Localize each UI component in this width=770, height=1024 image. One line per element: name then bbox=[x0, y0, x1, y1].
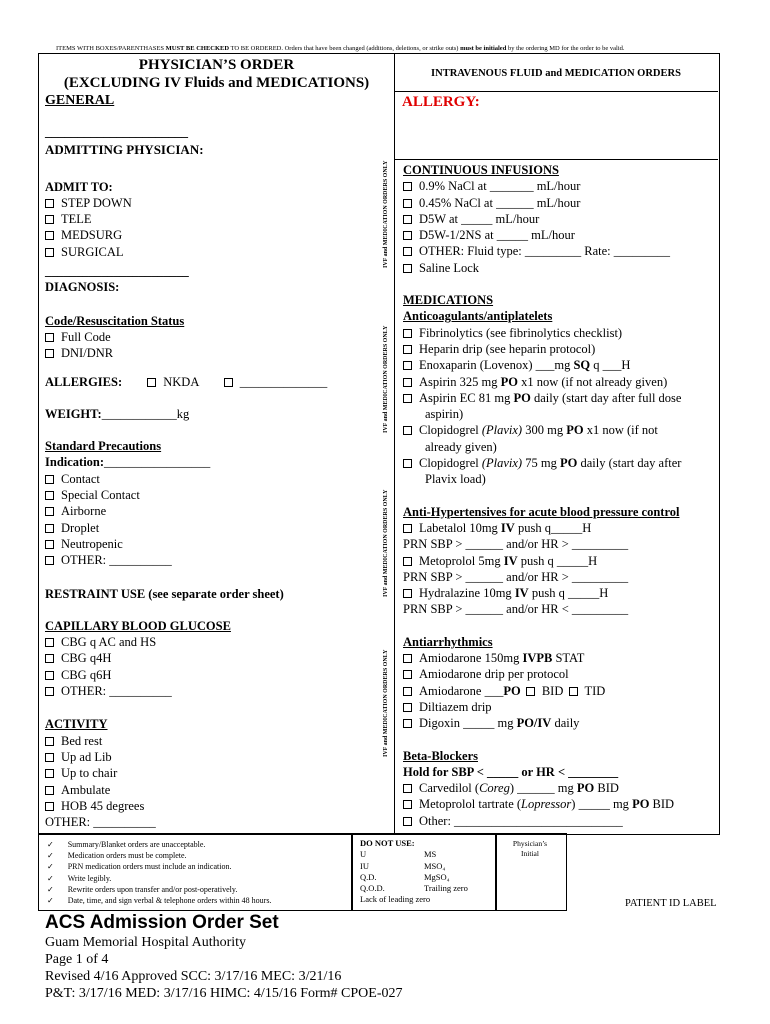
left-header bbox=[40, 56, 393, 92]
checkbox[interactable] bbox=[45, 349, 54, 358]
iv-header: INTRAVENOUS FLUID and MEDICATION ORDERS bbox=[431, 68, 681, 79]
anticoagulants-heading: Anticoagulants/antiplatelets bbox=[403, 309, 553, 324]
weight-row: WEIGHT:____________kg bbox=[45, 406, 190, 421]
checkbox[interactable] bbox=[45, 248, 54, 257]
diagnosis-blank[interactable]: _______________________ bbox=[45, 264, 189, 279]
allergy-blank[interactable]: ______________ bbox=[239, 374, 328, 389]
precaution-option[interactable]: Special Contact bbox=[45, 487, 327, 503]
checkbox[interactable] bbox=[45, 215, 54, 224]
checkbox[interactable] bbox=[45, 654, 54, 663]
right-column: CONTINUOUS INFUSIONS 0.9% NaCl at _______ mL/hour 0.45% NaCl at ______ mL/hour D5W at _____ mL/hour D5W-1/2NS at _____ mL/hour OTHER: Fluid type: _________ Rate: _________ Saline Lock MEDICATIONS Anticoagulants/antiplatelets Fibrinolytics (see fibrinolytics checklist) Heparin drip (see heparin protocol) Enoxaparin (Lovenox) ___mg SQ q ___H Aspirin 325 mg PO x1 now (if not already given) Aspirin EC 81 mg PO daily (start day after full dose aspirin) Clopidogrel (Plavix) 300 mg PO x1 now (if not already given) Clopidogrel (Plavix) 75 mg PO daily (start day after Plavix load) Anti-Hypertensives for acute blood pressure control Labetalol 10mg IV push q_____H PRN SBP > ______ and/or HR > _________ Metoprolol 5mg IV push q _____H PRN SBP > ______ and/or HR > _________ Hydralazine 10mg IV push q _____H PRN SBP > ______ and/or HR < _________ Antiarrhythmics Amiodarone 150mg IVPB STAT Amiodarone drip per protocol Amiodarone ___PO BID TID Diltiazem drip Digoxin _____ mg PO/IV daily Beta-Blockers Hold for SBP < _____ or HR < ________ Carvedilol (Coreg) ______ mg PO BID Metoprolol tartrate (Lopressor) _____ mg PO BID Other: ___________________________ bbox=[403, 163, 682, 828]
bid-checkbox[interactable] bbox=[526, 687, 535, 696]
activity-option[interactable]: Ambulate bbox=[45, 782, 327, 798]
checkbox[interactable] bbox=[403, 800, 412, 809]
physician-initial: Physician’s Initial bbox=[512, 839, 548, 858]
divider-label: IVF and MEDICATION ORDERS ONLY bbox=[383, 489, 389, 597]
do-not-use-row: Q.D. MgSO₄ bbox=[360, 871, 450, 882]
checkbox[interactable] bbox=[45, 753, 54, 762]
other-allergy-checkbox[interactable] bbox=[224, 378, 233, 387]
checkbox[interactable] bbox=[403, 215, 412, 224]
physician-order-subtitle: (EXCLUDING IV Fluids and MEDICATIONS) bbox=[63, 75, 370, 91]
checkbox[interactable] bbox=[45, 556, 54, 565]
infusion-option[interactable]: 0.9% NaCl at _______ mL/hour bbox=[403, 178, 681, 194]
nkda-checkbox[interactable] bbox=[147, 378, 156, 387]
checkbox[interactable] bbox=[403, 231, 412, 240]
weight-label: WEIGHT: bbox=[45, 406, 102, 421]
checkbox[interactable] bbox=[45, 687, 54, 696]
left-column bbox=[45, 124, 327, 830]
checkmark-icon: ✓ bbox=[47, 896, 54, 906]
beta-blockers-heading: Beta-Blockers bbox=[403, 748, 478, 763]
med-option[interactable]: Carvedilol (Coreg) ______ mg PO BID bbox=[403, 780, 681, 796]
code-option[interactable]: Full Code bbox=[45, 329, 327, 345]
restraint-label: RESTRAINT USE (see separate order sheet) bbox=[45, 586, 284, 601]
checkbox[interactable] bbox=[45, 475, 54, 484]
medications-heading: MEDICATIONS bbox=[403, 293, 494, 308]
do-not-use-title: DO NOT USE: bbox=[360, 838, 415, 848]
infusion-option[interactable]: OTHER: Fluid type: _________ Rate: _________ bbox=[403, 243, 681, 259]
physician-order-title: PHYSICIAN’S ORDER bbox=[138, 57, 295, 73]
rule-item: ✓ Date, time, and sign verbal & telephone orders within 48 hours. bbox=[47, 896, 272, 906]
prn-line[interactable]: PRN SBP > ______ and/or HR > _________ bbox=[403, 537, 629, 552]
precaution-option[interactable]: Droplet bbox=[45, 520, 327, 536]
activity-option[interactable]: HOB 45 degrees bbox=[45, 798, 327, 814]
code-status-heading: Code/Resuscitation Status bbox=[45, 313, 185, 328]
allergy-heading: ALLERGY: bbox=[402, 94, 480, 110]
checkbox[interactable] bbox=[403, 378, 412, 387]
checkbox[interactable] bbox=[403, 329, 412, 338]
checkbox[interactable] bbox=[45, 333, 54, 342]
med-option[interactable]: Aspirin EC 81 mg PO daily (start day after full dose bbox=[403, 390, 681, 406]
antiarrhythmics-heading: Antiarrhythmics bbox=[403, 634, 493, 649]
checkbox[interactable] bbox=[45, 802, 54, 811]
med-option[interactable]: Labetalol 10mg IV push q_____H bbox=[403, 520, 681, 536]
divider-label: IVF and MEDICATION ORDERS ONLY bbox=[383, 649, 389, 757]
hospital-name: Guam Memorial Hospital Authority bbox=[45, 935, 247, 950]
checkbox[interactable] bbox=[403, 394, 412, 403]
checkbox[interactable] bbox=[45, 769, 54, 778]
form-title: ACS Admission Order Set bbox=[45, 912, 279, 933]
activity-option[interactable]: Up ad Lib bbox=[45, 749, 327, 765]
admitting-physician-blank[interactable]: ______________________ bbox=[45, 124, 188, 139]
checkbox[interactable] bbox=[403, 703, 412, 712]
cbg-option[interactable]: CBG q6H bbox=[45, 667, 327, 683]
med-option[interactable]: Amiodarone drip per protocol bbox=[403, 666, 681, 682]
med-option[interactable]: Metoprolol tartrate (Lopressor) _____ mg PO BID bbox=[403, 796, 681, 812]
rule-item: ✓ Medication orders must be complete. bbox=[47, 851, 187, 861]
activity-option[interactable]: Bed rest bbox=[45, 733, 327, 749]
activity-other[interactable]: OTHER: __________ bbox=[45, 815, 156, 830]
cbg-option[interactable]: CBG q4H bbox=[45, 650, 327, 666]
checkbox[interactable] bbox=[403, 654, 412, 663]
checkbox[interactable] bbox=[403, 524, 412, 533]
checkbox[interactable] bbox=[403, 719, 412, 728]
checkmark-icon: ✓ bbox=[47, 862, 54, 872]
med-option[interactable]: Other: ___________________________ bbox=[403, 813, 681, 829]
approval-info: P&T: 3/17/16 MED: 3/17/16 HIMC: 4/15/16 Form# CPOE-027 bbox=[45, 986, 403, 1001]
tid-checkbox[interactable] bbox=[569, 687, 578, 696]
checkbox[interactable] bbox=[403, 459, 412, 468]
rule-item: ✓ Write legibly. bbox=[47, 873, 112, 883]
rules-list bbox=[47, 839, 271, 906]
infusion-option[interactable]: Saline Lock bbox=[403, 260, 681, 276]
checkbox[interactable] bbox=[403, 589, 412, 598]
beta-hold-line[interactable]: Hold for SBP < _____ or HR < ________ bbox=[403, 764, 619, 779]
allergies-label: ALLERGIES: bbox=[45, 374, 123, 389]
med-option[interactable]: Amiodarone 150mg IVPB STAT bbox=[403, 650, 681, 666]
prn-line[interactable]: PRN SBP > ______ and/or HR < _________ bbox=[403, 602, 629, 617]
checkbox[interactable] bbox=[403, 247, 412, 256]
checkbox[interactable] bbox=[45, 199, 54, 208]
checkbox[interactable] bbox=[403, 361, 412, 370]
weight-blank[interactable]: ____________ bbox=[101, 406, 177, 421]
precaution-option[interactable]: Neutropenic bbox=[45, 536, 327, 552]
precaution-option[interactable]: OTHER: __________ bbox=[45, 552, 327, 568]
continuous-infusions-heading: CONTINUOUS INFUSIONS bbox=[403, 163, 559, 177]
admit-option[interactable]: STEP DOWN bbox=[45, 195, 327, 211]
checkbox[interactable] bbox=[403, 345, 412, 354]
do-not-use-row: Lack of leading zero bbox=[360, 894, 431, 905]
admit-option[interactable]: TELE bbox=[45, 211, 327, 227]
checkbox[interactable] bbox=[45, 231, 54, 240]
med-option[interactable]: Fibrinolytics (see fibrinolytics checklist) bbox=[403, 325, 681, 341]
checkbox[interactable] bbox=[45, 524, 54, 533]
admitting-physician-label: ADMITTING PHYSICIAN: bbox=[45, 142, 204, 158]
infusion-option[interactable]: 0.45% NaCl at ______ mL/hour bbox=[403, 195, 681, 211]
allergies-row: ALLERGIES: NKDA ______________ bbox=[45, 374, 328, 389]
divider-label: IVF and MEDICATION ORDERS ONLY bbox=[383, 160, 389, 268]
code-option[interactable]: DNI/DNR bbox=[45, 345, 327, 361]
precaution-option[interactable]: Airborne bbox=[45, 503, 327, 519]
activity-option[interactable]: Up to chair bbox=[45, 765, 327, 781]
med-option[interactable]: Clopidogrel (Plavix) 300 mg PO x1 now (if not bbox=[403, 422, 681, 438]
rule-item: ✓ Rewrite orders upon transfer and/or post-operatively. bbox=[47, 884, 238, 894]
checkmark-icon: ✓ bbox=[47, 884, 54, 894]
admit-to-label: ADMIT TO: bbox=[45, 179, 113, 194]
med-option[interactable]: Metoprolol 5mg IV push q _____H bbox=[403, 553, 681, 569]
med-option[interactable]: Clopidogrel (Plavix) 75 mg PO daily (start day after bbox=[403, 455, 681, 471]
cbg-heading: CAPILLARY BLOOD GLUCOSE bbox=[45, 618, 231, 633]
checkbox[interactable] bbox=[45, 540, 54, 549]
page-number: Page 1 of 4 bbox=[45, 952, 109, 967]
admit-options bbox=[45, 195, 327, 260]
checkbox[interactable] bbox=[403, 670, 412, 679]
med-option[interactable]: Amiodarone ___PO BID TID bbox=[403, 683, 681, 699]
checkbox[interactable] bbox=[403, 426, 412, 435]
checkbox[interactable] bbox=[45, 671, 54, 680]
checkbox[interactable] bbox=[403, 817, 412, 826]
checkmark-icon: ✓ bbox=[47, 873, 54, 883]
rule-item: ✓ Summary/Blanket orders are unacceptable. bbox=[47, 840, 206, 849]
indication-blank[interactable]: _________________ bbox=[104, 455, 211, 470]
patient-id-label: PATIENT ID LABEL bbox=[625, 898, 717, 909]
allergy-rule bbox=[395, 159, 718, 160]
cbg-option[interactable]: CBG q AC and HS bbox=[45, 634, 327, 650]
med-option[interactable]: Diltiazem drip bbox=[403, 699, 681, 715]
header-rule bbox=[395, 91, 718, 92]
general-heading: GENERAL bbox=[45, 93, 115, 108]
checkbox[interactable] bbox=[403, 182, 412, 191]
indication-row: Indication:_________________ bbox=[45, 455, 211, 470]
antihypertensives-heading: Anti-Hypertensives for acute blood pressure control bbox=[403, 504, 680, 519]
column-divider bbox=[394, 53, 395, 835]
order-notice: ITEMS WITH BOXES/PARENTHASES MUST BE CHECKED TO BE ORDERED. Orders that have been changed (additions, deletions, or strike outs) must be initialed by the ordering MD for the order to be valid. bbox=[56, 45, 625, 52]
revision-info: Revised 4/16 Approved SCC: 3/17/16 MEC: 3/21/16 bbox=[45, 969, 342, 984]
cbg-option[interactable]: OTHER: __________ bbox=[45, 683, 327, 699]
checkbox[interactable] bbox=[45, 507, 54, 516]
med-option[interactable]: Heparin drip (see heparin protocol) bbox=[403, 341, 681, 357]
standard-precautions-heading: Standard Precautions bbox=[45, 439, 162, 454]
activity-heading: ACTIVITY bbox=[45, 717, 108, 732]
diagnosis-label: DIAGNOSIS: bbox=[45, 280, 120, 295]
admit-option[interactable]: SURGICAL bbox=[45, 244, 327, 260]
footer-info bbox=[45, 934, 403, 1002]
prn-line[interactable]: PRN SBP > ______ and/or HR > _________ bbox=[403, 569, 629, 584]
precaution-option[interactable]: Contact bbox=[45, 471, 327, 487]
med-option[interactable]: Enoxaparin (Lovenox) ___mg SQ q ___H bbox=[403, 357, 681, 373]
checkmark-icon: ✓ bbox=[47, 840, 54, 849]
med-option[interactable]: Hydralazine 10mg IV push q _____H bbox=[403, 585, 681, 601]
checkbox[interactable] bbox=[45, 786, 54, 795]
checkbox[interactable] bbox=[403, 557, 412, 566]
rule-item: ✓ PRN medication orders must include an indication. bbox=[47, 862, 232, 872]
checkbox[interactable] bbox=[45, 638, 54, 647]
checkbox[interactable] bbox=[403, 687, 412, 696]
med-option[interactable]: Digoxin _____ mg PO/IV daily bbox=[403, 715, 681, 731]
infusion-option[interactable]: D5W-1/2NS at _____ mL/hour bbox=[403, 227, 681, 243]
do-not-use-row: U MS bbox=[360, 849, 437, 860]
do-not-use-row: Q.O.D. Trailing zero bbox=[360, 883, 468, 894]
checkbox[interactable] bbox=[403, 199, 412, 208]
divider-label: IVF and MEDICATION ORDERS ONLY bbox=[383, 325, 389, 433]
checkbox[interactable] bbox=[403, 264, 412, 273]
do-not-use-list bbox=[360, 838, 490, 906]
checkbox[interactable] bbox=[45, 737, 54, 746]
checkbox[interactable] bbox=[403, 784, 412, 793]
checkbox[interactable] bbox=[45, 491, 54, 500]
admit-option[interactable]: MEDSURG bbox=[45, 227, 327, 243]
med-option[interactable]: Aspirin 325 mg PO x1 now (if not already given) bbox=[403, 374, 681, 390]
checkmark-icon: ✓ bbox=[47, 851, 54, 861]
do-not-use-row: IU MSO₄ bbox=[360, 860, 446, 871]
infusion-option[interactable]: D5W at _____ mL/hour bbox=[403, 211, 681, 227]
